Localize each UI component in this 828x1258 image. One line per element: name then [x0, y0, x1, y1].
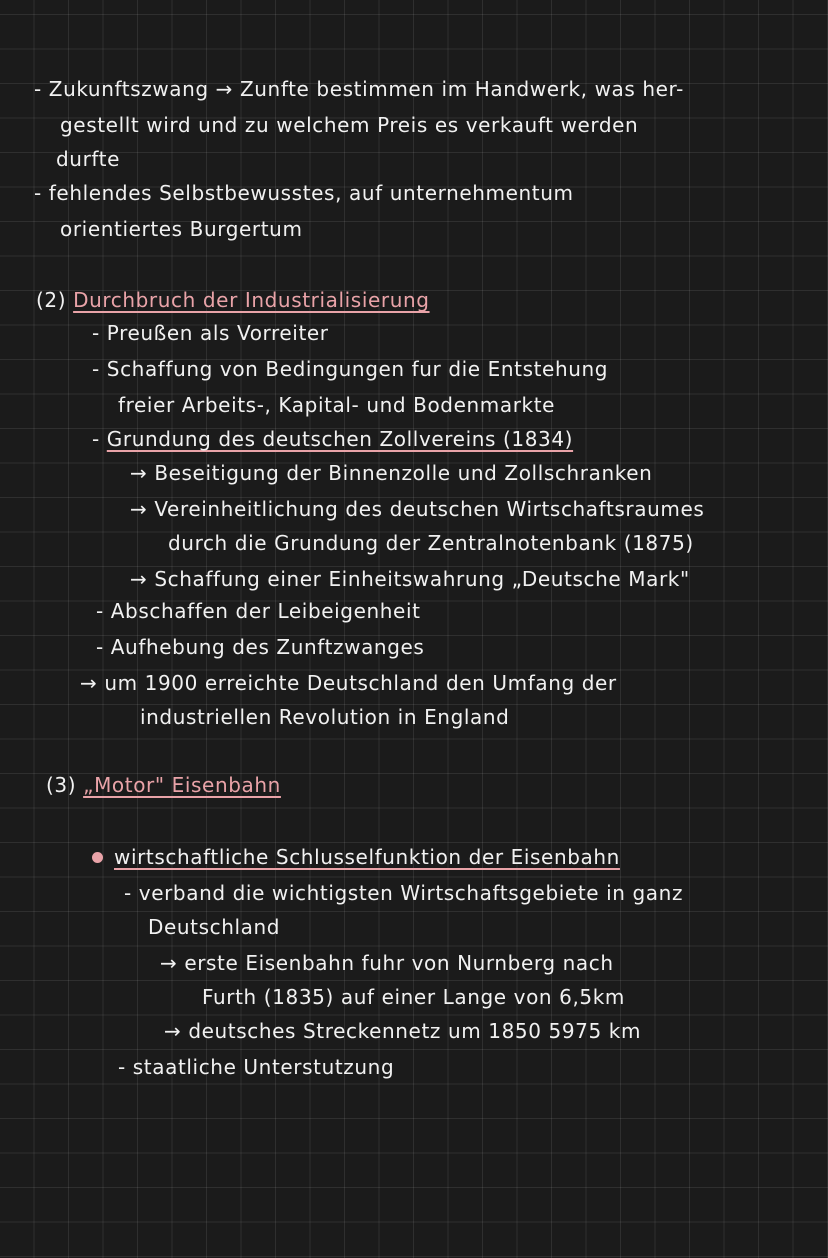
note-line	[92, 426, 573, 452]
note-line: → um 1900 erreichte Deutschland den Umfang der	[80, 671, 617, 695]
note-line: - Aufhebung des Zunftzwanges	[96, 635, 425, 659]
dash-marker: -	[92, 427, 100, 451]
section-number: (3)	[46, 773, 77, 797]
bullet-heading	[114, 844, 620, 870]
section-number: (2)	[36, 288, 67, 312]
note-line: - Zukunftszwang → Zunfte bestimmen im Handwerk, was her-	[34, 77, 684, 101]
bullet-dot	[92, 852, 103, 863]
note-line: → erste Eisenbahn fuhr von Nurnberg nach	[160, 951, 614, 975]
note-line: - Abschaffen der Leibeigenheit	[96, 599, 421, 623]
note-line: freier Arbeits-, Kapital- und Bodenmarkte	[118, 393, 556, 417]
section-heading	[46, 772, 281, 798]
note-line: → Beseitigung der Binnenzolle und Zollschranken	[130, 461, 653, 485]
section-heading	[36, 287, 430, 313]
note-line: industriellen Revolution in England	[140, 705, 510, 729]
note-line: → Vereinheitlichung des deutschen Wirtschaftsraumes	[130, 497, 705, 521]
note-line: - verband die wichtigsten Wirtschaftsgebiete in ganz	[124, 881, 684, 905]
note-line: → deutsches Streckennetz um 1850 5975 km	[164, 1019, 642, 1043]
note-line: → Schaffung einer Einheitswahrung „Deutsche Mark"	[130, 567, 690, 591]
note-line: - fehlendes Selbstbewusstes, auf unternehmentum	[34, 181, 574, 205]
note-line: - Schaffung von Bedingungen fur die Entstehung	[92, 357, 609, 381]
section-title: Durchbruch der Industrialisierung	[73, 288, 430, 312]
note-line: - staatliche Unterstutzung	[118, 1055, 395, 1079]
note-line: - Preußen als Vorreiter	[92, 321, 329, 345]
note-line: durfte	[56, 147, 121, 171]
underlined-topic: Grundung des deutschen Zollvereins (1834)	[106, 427, 574, 451]
note-line: durch die Grundung der Zentralnotenbank (1875)	[168, 531, 694, 555]
note-line: Deutschland	[148, 915, 281, 939]
note-line: gestellt wird und zu welchem Preis es verkauft werden	[60, 113, 639, 137]
note-line: orientiertes Burgertum	[60, 217, 303, 241]
underlined-topic: wirtschaftliche Schlusselfunktion der Eisenbahn	[114, 845, 620, 869]
section-title: „Motor" Eisenbahn	[83, 773, 281, 797]
note-line: Furth (1835) auf einer Lange von 6,5km	[202, 985, 626, 1009]
